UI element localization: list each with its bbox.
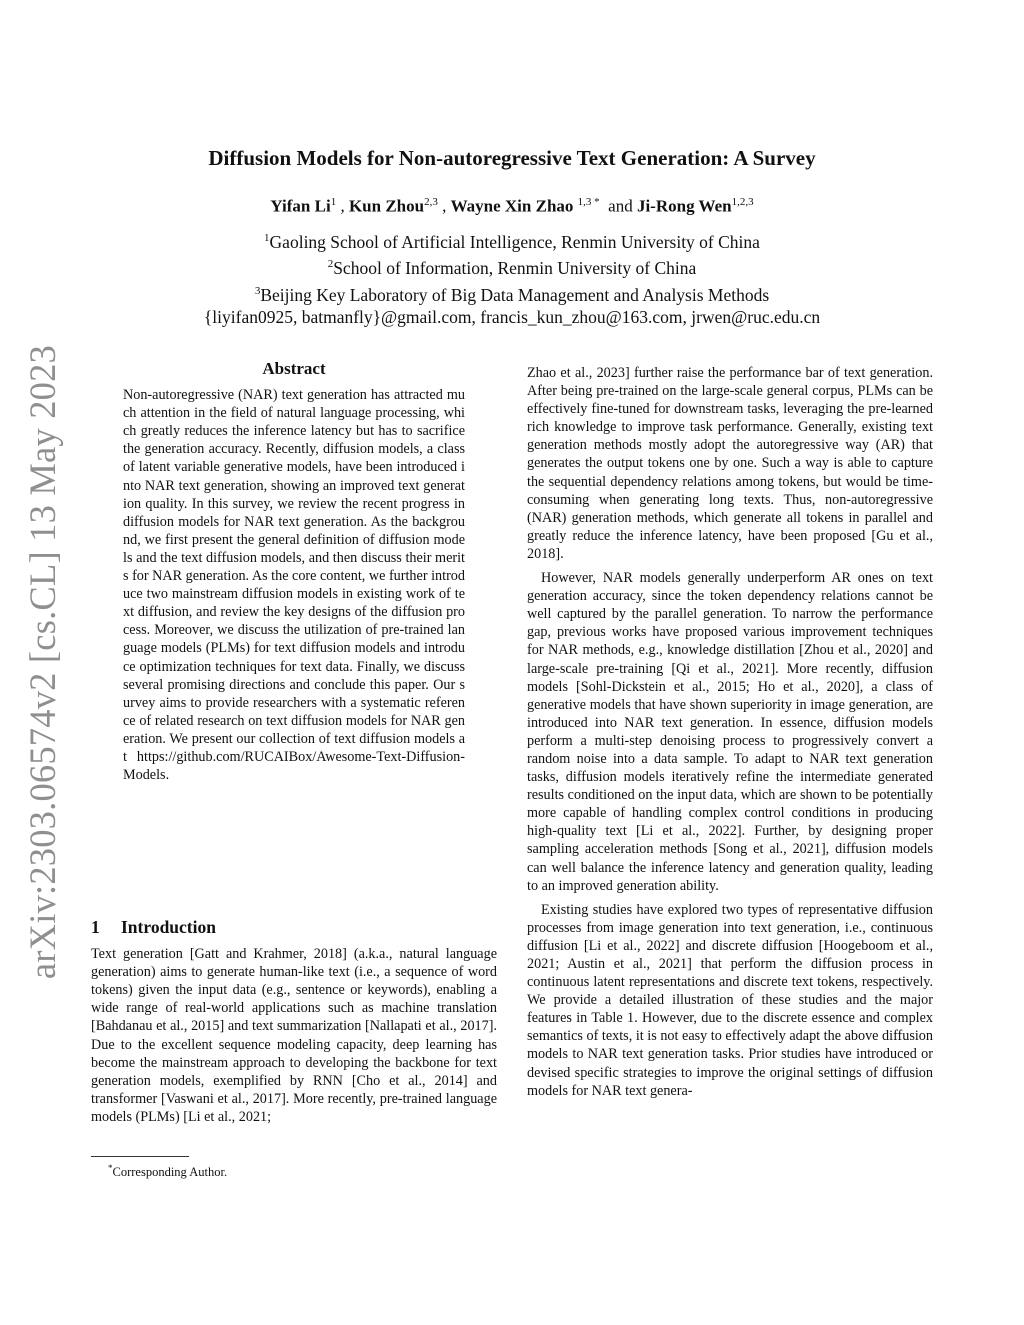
author-affil-mark: 1,3 * [577,196,600,208]
affiliation-mark: 2 [327,258,334,271]
affiliation-line [0,280,1024,306]
right-column [527,364,933,1100]
abstract-heading: Abstract [262,359,326,378]
affiliation-line [0,253,1024,279]
arxiv-identifier-stamp [18,345,68,980]
author-name: Yifan Li [270,196,331,216]
author-separator: , [442,196,447,216]
section-title: Introduction [121,917,216,937]
affiliation-block [0,227,1024,328]
abstract-text: Non-autoregressive (NAR) text generation has attracted much attention in the field of natural language processing, which greatly reduces the inference latency but has to sacrifice the generation accuracy. Recently, diffusion models, a class of latent variable generative models, have been introduced into NAR text generation, showing an improved text generation quality. In this survey, we review the recent progress in diffusion models for NAR text generation. As the background, we first present the general definition of diffusion models and the text diffusion models, and then discuss their merits for NAR generation. As the core content, we further introduce two mainstream diffusion models in existing work of text diffusion, and review the key designs of the diffusion process. Moreover, we discuss the utilization of pre-trained language models (PLMs) for text diffusion models and introduce optimization techniques for text data. Finally, we discuss several promising directions and conclude this paper. Our survey aims to provide researchers with a systematic reference of related research on text diffusion models for NAR generation. We present our collection of text diffusion models at https://github.com/RUCAIBox/Awesome-Text-Diffusion-Models. [123,387,465,784]
author-affil-mark: 2,3 [424,196,438,208]
affiliation-text: Gaoling School of Artificial Intelligence, Renmin University of China [269,231,760,252]
author-name: Wayne Xin Zhao [450,196,574,216]
affiliation-text: School of Information, Renmin University of China [333,258,697,279]
author-affil-mark: 1 [330,196,337,208]
section-heading [91,918,497,936]
paper-title: Diffusion Models for Non-autoregressive Text Generation: A Survey [208,146,816,170]
author-affil-mark: 1,2,3 [731,196,754,208]
abstract-section [123,360,465,784]
footnote-rule [91,1156,189,1157]
author-emails: {liyifan0925, batmanfly}@gmail.com, francis_kun_zhou@163.com, jrwen@ruc.edu.cn [203,306,821,327]
affiliation-text: Beijing Key Laboratory of Big Data Management and Analysis Methods [260,284,770,305]
body-paragraph: However, NAR models generally underperform AR ones on text generation accuracy, since the token dependency relations cannot be well captured by the parallel generation. To narrow the performance gap, previous works have proposed various improvement techniques for NAR methods, e.g., knowledge distillation [Zhou et al., 2020] and large-scale pre-training [Qi et al., 2021]. More recently, diffusion models [Sohl-Dickstein et al., 2015; Ho et al., 2020], a class of generative models that have shown superiority in image generation, are introduced into NAR text generation. In essence, diffusion models perform a multi-step denoising process to progressively convert a random noise into a data sample. To adapt to NAR text generation tasks, diffusion models iteratively refine the intermediate generated results conditioned on the input data, which are shown to be potentially more capable of handling complex control conditions in producing high-quality text [Li et al., 2022]. Further, by designing proper sampling acceleration methods [Song et al., 2021], diffusion models can well balance the inference latency and generation quality, leading to an improved generation ability. [527,570,933,894]
author-separator: , [340,196,345,216]
intro-paragraph: Text generation [Gatt and Krahmer, 2018] (a.k.a., natural language generation) aims to generate human-like text (i.e., a sequence of word tokens) given the input data (e.g., sentence or keywords), enabling a wide range of real-world applications such as machine translation [Bahdanau et al., 2015] and text summarization [Nallapati et al., 2017]. Due to the excellent sequence modeling capacity, deep learning has become the mainstream approach to developing the backbone for text generation models, exemplified by RNN [Cho et al., 2014] and transformer [Vaswani et al., 2017]. More recently, pre-trained language models (PLMs) [Li et al., 2021; [91,946,497,1125]
author-name: Kun Zhou [348,196,425,216]
arxiv-stamp-text: arXiv:2303.06574v2 [cs.CL] 13 May 2023 [22,345,63,980]
affiliation-mark: 3 [254,284,261,297]
affiliation-mark: 1 [264,232,270,244]
author-name: Ji-Rong Wen [636,196,732,216]
footnote-mark: * [108,1163,113,1173]
section-number: 1 [91,917,100,937]
footnote [108,1161,227,1180]
body-paragraph: Zhao et al., 2023] further raise the performance bar of text generation. After being pre-trained on the large-scale general corpus, PLMs can be effectively fine-tuned for downstream tasks, leveraging the pre-learned rich knowledge to improve task performance. Generally, existing text generation methods mostly adopt the autoregressive way (AR) that generates the output tokens one by one. Such a way is able to capture the sequential dependency relations among tokens, but would be time-consuming when generating long texts. Thus, non-autoregressive (NAR) generation methods, which generate all tokens in parallel and greatly reduce the inference latency, have been proposed [Gu et al., 2018]. [527,365,933,562]
author-conjunction: and [608,196,633,216]
author-list [0,196,1024,217]
body-paragraph: Existing studies have explored two types of representative diffusion processes from image generation into text generation, i.e., continuous diffusion [Li et al., 2022] and discrete diffusion [Hoogeboom et al., 2021; Austin et al., 2021] that perform the diffusion process in continuous latent representations and discrete text tokens, respectively. We provide a detailed illustration of these studies and the major features in Table 1. However, due to the discrete essence and complex semantics of texts, it is not easy to effectively adapt the above diffusion models to NAR text generation tasks. Prior studies have introduced or devised specific strategies to improve the original settings of diffusion models for NAR text genera- [527,901,933,1099]
affiliation-line [0,227,1024,253]
footnote-text: Corresponding Author. [112,1165,228,1180]
introduction-section [91,918,497,1126]
